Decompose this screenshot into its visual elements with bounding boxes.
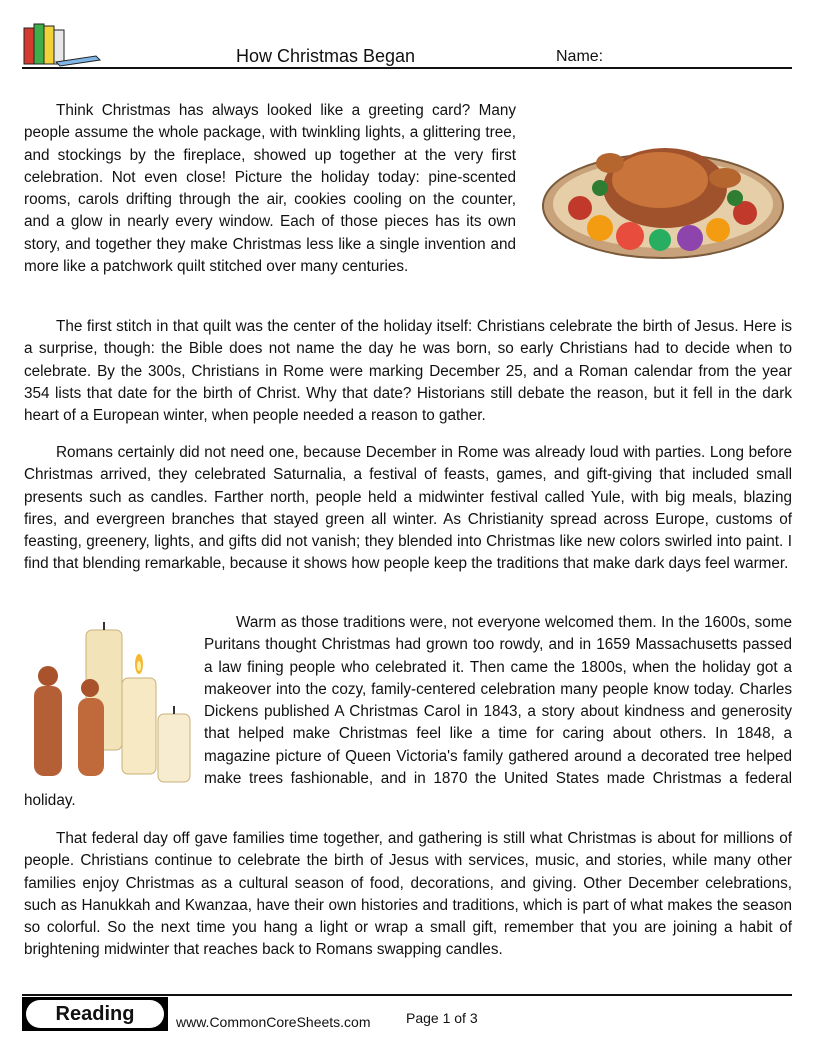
paragraph-2: The first stitch in that quilt was the center of the holiday itself: Christians celebrate the birth of Jesus. Here is a surprise, though: the Bible does not name the day he was born, so early Christians had to decide when to celebrate. By the 300s, Christians in Rome were marking December 25, and a Roman calendar from the year 354 lists that date for the birth of Christ. Why that date? Historians still debate the reason, but it fell in the dark heart of a European winter, when people needed a reason to gather. — [24, 318, 792, 425]
footer-divider — [22, 994, 792, 996]
reading-badge — [22, 997, 168, 1031]
paragraph-5: That federal day off gave families time together, and gathering is still what Christmas is about for millions of people. Christians continue to celebrate the birth of Jesus with services, music, and stories, while many other families enjoy Christmas as a cultural season of food, decorations, and giving. Other December celebrations, such as Hanukkah and Kwanzaa, have their own histories and traditions, which is part of what makes the season so colorful. So the next time you hang a light or wrap a small gift, remember that you are joining a habit of brightening midwinter that reaches back to Romans swapping candles. — [24, 830, 792, 959]
paragraph-1: Think Christmas has always looked like a greeting card? Many people assume the whole package, with twinkling lights, a glittering tree, and stockings by the fireplace, showed up together at the very first celebration. Not even close! Picture the holiday today: pine-scented rooms, carols drifting through the air, cookies cooling on the counter, and a glow in nearly every window. Each of those pieces has its own story, and together they make Christmas less like a single invention and more like a patchwork quilt stitched over many centuries. — [24, 102, 516, 276]
roast-turkey-illustration — [540, 118, 786, 268]
image-float-spacer — [24, 612, 204, 790]
paragraph-4 — [24, 612, 792, 813]
reading-badge-label: Reading — [26, 1000, 164, 1028]
books-logo-icon — [22, 22, 102, 68]
page-number: Page 1 of 3 — [406, 1010, 478, 1026]
name-label: Name: — [556, 48, 604, 65]
header-divider — [22, 67, 792, 69]
paragraph-3: Romans certainly did not need one, because December in Rome was already loud with parties. Long before Christmas arrived, they celebrated Saturnalia, a festival of feasts, games, and gift-giving that included small presents such as candles. Farther north, people held a midwinter festival called Yule, with big meals, blazing fires, and evergreen branches that stayed green all winter. As Christianity spread across Europe, customs of feasting, greenery, lights, and gifts did not vanish; they blended into Christmas like new colors swirled into paint. I find that blending remarkable, because it shows how people keep the traditions that make dark days feel warmer. — [24, 444, 792, 573]
worksheet-header — [22, 22, 792, 70]
paragraph-4-text: Warm as those traditions were, not everyone welcomed them. In the 1600s, some Puritans thought Christmas had grown too rowdy, and in 1659 Massachusetts passed a law fining people who celebrated it. Then came the 1800s, when the holiday got a makeover into the cozy, family-centered celebration many people know today. Charles Dickens published A Christmas Carol in 1843, a story about kindness and generosity that helped make Christmas feel like a time for caring about others. In 1848, a magazine picture of Queen Victoria's family gathered around a decorated tree helped make trees fashionable, and in 1870 the United States made Christmas a federal holiday. — [24, 614, 792, 810]
page-title: How Christmas Began — [236, 46, 416, 66]
website-link[interactable]: www.CommonCoreSheets.com — [176, 1014, 371, 1030]
